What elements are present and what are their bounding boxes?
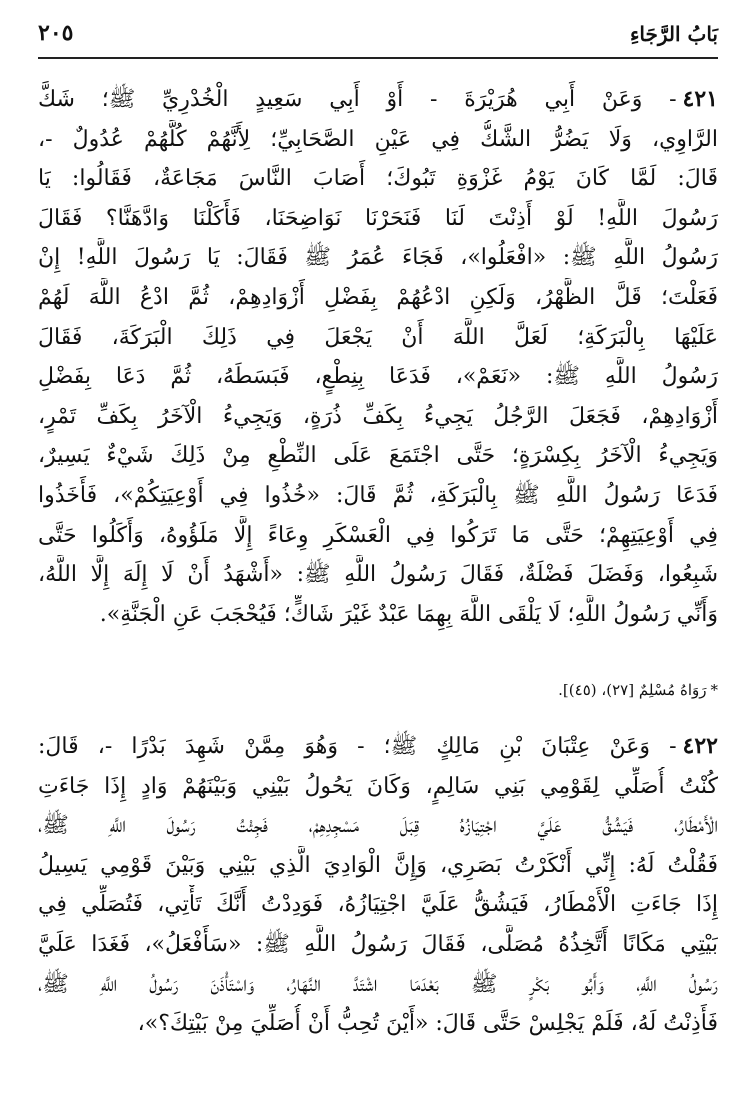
hadith-line: بَيْتِي مَكَانًا أَتَّخِذُهُ مُصَلًّى، فَقَالَ رَسُولُ اللَّهِ ﷺ: «سَأَفْعَلُ»، فَغَدَا عَلَيَّ xyxy=(38,931,718,957)
hadith-line: إِذَا جَاءَتِ الْأَمْطَارُ، فَيَشُقُّ عَلَيَّ اجْتِيَازُهُ، فَوَدِدْتُ أَنَّكَ تَأْتِي، فَتُصَلِّي فِي xyxy=(38,892,718,918)
hadith-source xyxy=(38,678,718,702)
page-number: ٢٠٥ xyxy=(38,20,74,46)
hadith-line: وَأَنِّي رَسُولُ اللَّهِ؛ لَا يَلْقَى اللَّهَ بِهِمَا عَبْدٌ غَيْرَ شَاكٍّ؛ فَيُحْجَبَ عَنِ الْجَنَّةِ». xyxy=(99,601,718,627)
hadith-line: رَسُولَ اللَّهِ! لَوْ أَذِنْتَ لَنَا فَنَحَرْنَا نَوَاضِحَنَا، فَأَكَلْنَا وَادَّهَنَّا؟ فَقَالَ xyxy=(38,205,718,231)
hadith-422 xyxy=(38,727,718,1044)
hadith-line: ٤٢١- وَعَنْ أَبِي هُرَيْرَةَ - أَوْ أَبِي سَعِيدٍ الْخُدْرِيِّ ﷺ؛ شَكَّ xyxy=(38,86,718,112)
hadith-line: ٤٢٢- وَعَنْ عِتْبَانَ بْنِ مَالِكٍ ﷺ؛ - وَهُوَ مِمَّنْ شَهِدَ بَدْرًا -، قَالَ: xyxy=(38,733,718,759)
hadith-line: فَعَلْتَ؛ قَلَّ الظَّهْرُ، وَلَكِنِ ادْعُهُمْ بِفَضْلِ أَزْوَادِهِمْ، ثُمَّ ادْعُ اللَّهَ لَهُمْ xyxy=(38,284,718,310)
page-header xyxy=(38,14,718,54)
chapter-title: بَابُ الرَّجَاءِ xyxy=(630,22,718,46)
source-text: رَوَاهُ مُسْلِمٌ [٢٧)، (٤٥)]. xyxy=(558,681,707,699)
hadith-line: رَسُولُ اللَّهِ، وَأَبُو بَكْرٍ ﷺ بَعْدَمَا اشْتَدَّ النَّهَارُ، وَاسْتَأْذَنَ رَسُولُ اللَّهِ ﷺ، xyxy=(38,971,718,997)
hadith-line: قَالَ: لَمَّا كَانَ يَوْمُ غَزْوَةِ تَبُوكَ؛ أَصَابَ النَّاسَ مَجَاعَةٌ، فَقَالُوا: يَا xyxy=(38,166,718,192)
hadith-line: فَقُلْتُ لَهُ: إِنِّي أَنْكَرْتُ بَصَرِي، وَإِنَّ الْوَادِيَ الَّذِي بَيْنِي وَبَيْنَ قَوْمِي يَسِيلُ xyxy=(38,852,718,878)
header-rule xyxy=(38,57,718,59)
hadith-line: فَأَذِنْتُ لَهُ، فَلَمْ يَجْلِسْ حَتَّى قَالَ: «أَيْنَ تُحِبُّ أَنْ أُصَلِّيَ مِنْ بَيْتِكَ؟»، xyxy=(137,1011,718,1037)
hadith-line: عَلَيْهَا بِالْبَرَكَةِ؛ لَعَلَّ اللَّهَ أَنْ يَجْعَلَ فِي ذَلِكَ الْبَرَكَةَ، فَقَالَ xyxy=(38,324,718,350)
hadith-line: وَيَجِيءُ الْآخَرُ بِكِسْرَةٍ؛ حَتَّى اجْتَمَعَ عَلَى النِّطْعِ مِنْ ذَلِكَ شَيْءٌ يَسِيرٌ، xyxy=(38,443,718,469)
hadith-line: فِي أَوْعِيَتِهِمْ؛ حَتَّى مَا تَرَكُوا فِي الْعَسْكَرِ وِعَاءً إِلَّا مَلَؤُوهُ، وَأَكَلُوا حَتَّى xyxy=(38,522,718,548)
hadith-number: ٤٢٢ xyxy=(682,733,718,759)
hadith-number: ٤٢١ xyxy=(682,86,718,112)
hadith-line: أَزْوَادِهِمْ، فَجَعَلَ الرَّجُلُ يَجِيءُ بِكَفِّ ذُرَةٍ، وَيَجِيءُ الْآخَرُ بِكَفِّ تَمْرٍ، xyxy=(38,403,718,429)
hadith-line: فَدَعَا رَسُولُ اللَّهِ ﷺ بِالْبَرَكَةِ، ثُمَّ قَالَ: «خُذُوا فِي أَوْعِيَتِكُمْ»، فَأَخَذُوا xyxy=(38,482,718,508)
source-star: * xyxy=(710,681,718,699)
hadith-line: شَبِعُوا، وَفَضَلَ فَضْلَةٌ، فَقَالَ رَسُولُ اللَّهِ ﷺ: «أَشْهَدُ أَنْ لَا إِلَهَ إِلَّا اللَّهُ، xyxy=(38,562,718,588)
hadith-line: الْأَمْطَارُ، فَيَشُقُّ عَلَيَّ اجْتِيَازُهُ قِبَلَ مَسْجِدِهِمْ، فَجِئْتُ رَسُولَ اللَّهِ ﷺ، xyxy=(38,813,718,839)
hadith-line: رَسُولُ اللَّهِ ﷺ: «نَعَمْ»، فَدَعَا بِنِطْعٍ، فَبَسَطَهُ، ثُمَّ دَعَا بِفَضْلِ xyxy=(38,364,718,390)
hadith-421 xyxy=(38,80,718,634)
hadith-line: كُنْتُ أُصَلِّي لِقَوْمِي بَنِي سَالِمٍ، وَكَانَ يَحُولُ بَيْنِي وَبَيْنَهُمْ وَادٍ إِذَا جَاءَتِ xyxy=(38,773,718,799)
hadith-line: الرَّاوِي، وَلَا يَضُرُّ الشَّكُّ فِي عَيْنِ الصَّحَابِيِّ؛ لِأَنَّهُمْ كُلَّهُمْ عُدُولٌ -، xyxy=(38,126,718,152)
hadith-line: رَسُولُ اللَّهِ ﷺ: «افْعَلُوا»، فَجَاءَ عُمَرُ ﷺ فَقَالَ: يَا رَسُولَ اللَّهِ! إِنْ xyxy=(38,245,718,271)
